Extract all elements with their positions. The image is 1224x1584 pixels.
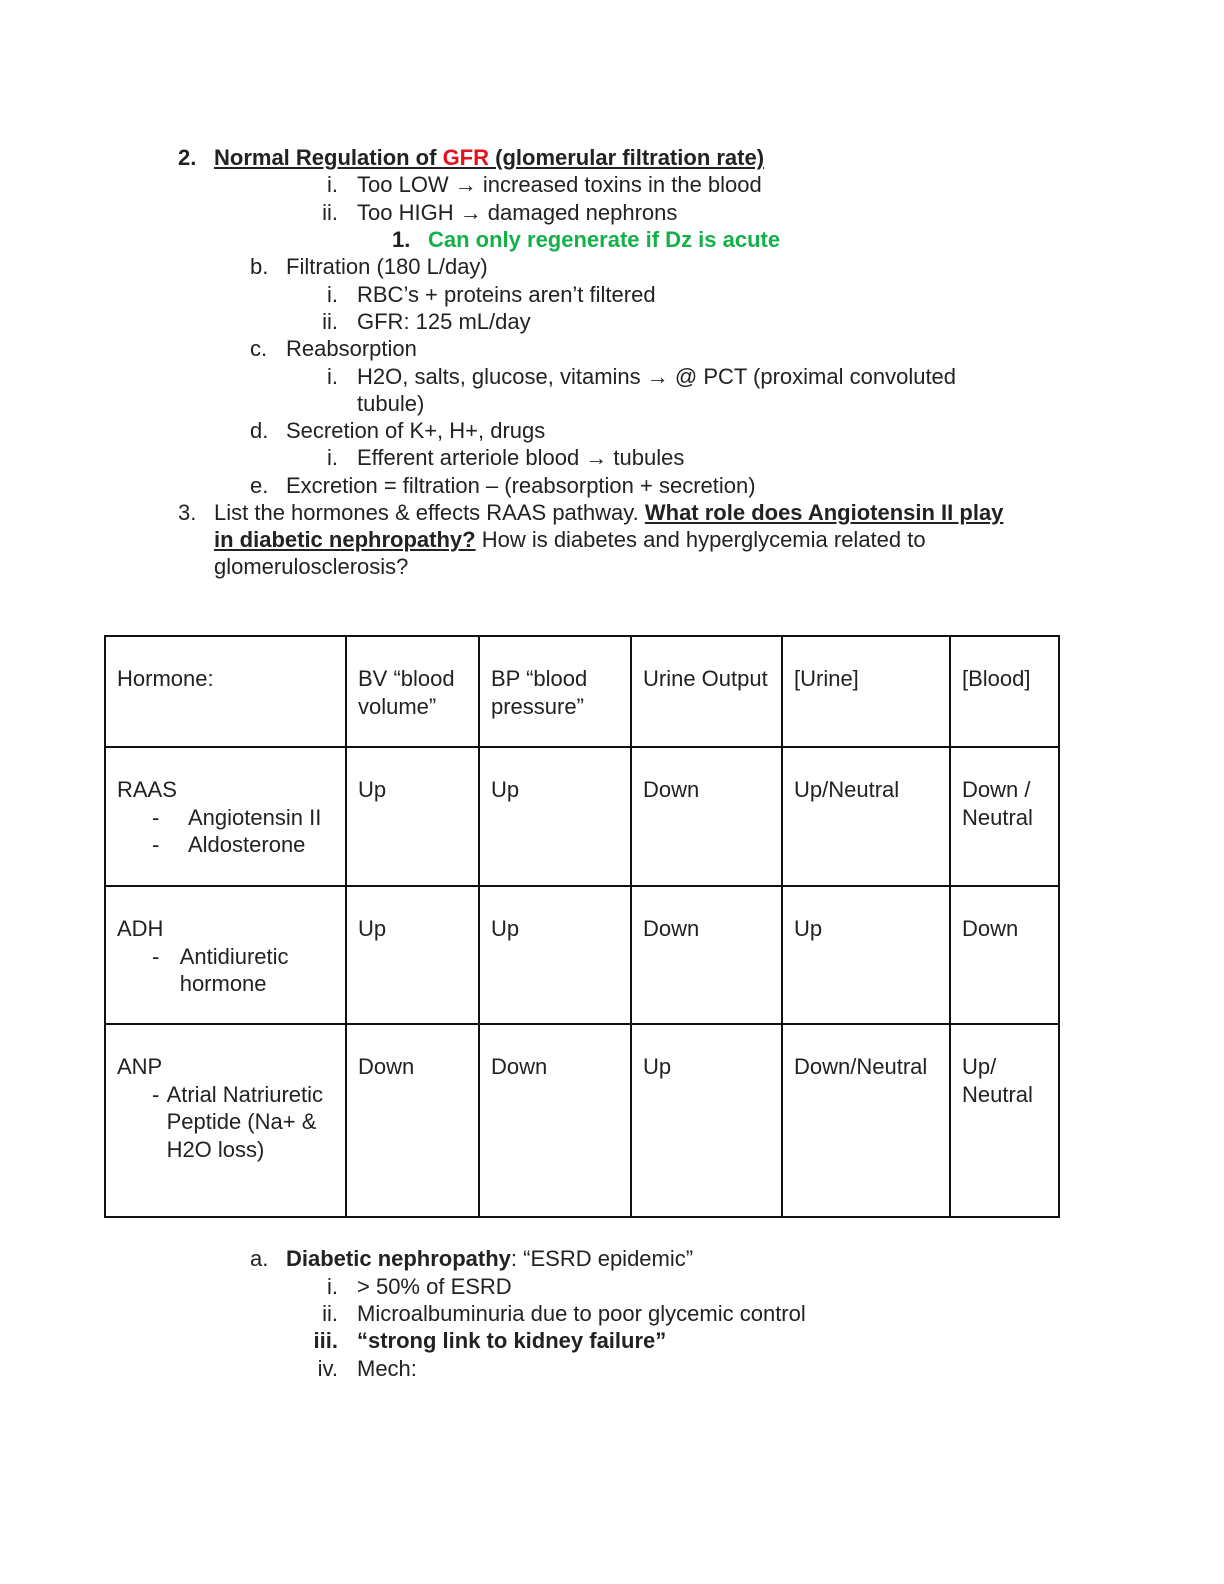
table-row [105, 886, 1059, 1024]
list-item: Microalbuminuria due to poor glycemic control [357, 1301, 806, 1326]
list-marker: i. [327, 172, 338, 197]
hormone-sub: Atrial Natriuretic Peptide (Na+ & H2O loss) [166, 1081, 324, 1162]
list-marker: a. [250, 1246, 269, 1271]
section-heading [214, 144, 764, 171]
list-marker: b. [250, 254, 269, 279]
list-item: Efferent arteriole blood → tubules [357, 445, 685, 470]
hormone-sub: Angiotensin II [188, 804, 322, 830]
question-text: glomerulosclerosis? [214, 554, 409, 579]
header-cell: BP “blood pressure” [479, 636, 631, 747]
list-item: > 50% of ESRD [357, 1274, 512, 1299]
question-bold: What role does Angiotensin II play [644, 500, 1004, 525]
table-cell: Down/Neutral [782, 1024, 950, 1217]
hormone-cell [105, 886, 346, 1024]
table-cell: Down [950, 886, 1059, 1024]
header-cell: Urine Output [631, 636, 782, 747]
item-bold: Diabetic nephropathy [286, 1246, 511, 1271]
table-cell: Up [479, 886, 631, 1024]
list-item: “strong link to kidney failure” [357, 1328, 667, 1353]
heading-text: Normal Regulation of [214, 145, 443, 170]
list-item: Secretion of K+, H+, drugs [286, 418, 546, 443]
header-cell: Hormone: [105, 636, 346, 747]
list-marker: d. [250, 418, 269, 443]
list-item: Filtration (180 L/day) [286, 254, 488, 279]
list-marker: i. [327, 445, 338, 470]
heading-text: (glomerular filtration rate) [489, 145, 765, 170]
table-cell: Down [479, 1024, 631, 1217]
table-row [105, 747, 1059, 886]
list-marker: e. [250, 473, 269, 498]
hormone-sub: Aldosterone [188, 832, 306, 857]
list-item: Mech: [357, 1356, 417, 1381]
list-item: H2O, salts, glucose, vitamins → @ PCT (proximal convoluted [357, 364, 957, 389]
list-marker: ii. [322, 200, 338, 225]
table-cell: Up [346, 747, 479, 886]
list-number: 3. [178, 500, 197, 525]
hormone-name: ANP [117, 1054, 163, 1079]
list-item: Too HIGH → damaged nephrons [357, 200, 678, 225]
table-cell: Down / Neutral [950, 747, 1059, 886]
list-marker: iii. [313, 1328, 338, 1353]
list-item: Reabsorption [286, 336, 417, 361]
table-row [105, 1024, 1059, 1217]
table-cell: Up [479, 747, 631, 886]
list-marker: i. [327, 1274, 338, 1299]
dash: - [152, 804, 160, 830]
table-cell: Up/ Neutral [950, 1024, 1059, 1217]
list-marker: i. [327, 282, 338, 307]
list-item: GFR: 125 mL/day [357, 309, 531, 334]
hormone-name: RAAS [117, 777, 177, 802]
list-item: Excretion = filtration – (reabsorption + secretion) [286, 473, 756, 498]
table-cell: Down [631, 886, 782, 1024]
list-number: 1. [392, 227, 411, 252]
dash: - [152, 832, 160, 857]
item-text: : “ESRD epidemic” [510, 1246, 694, 1271]
table-cell: Up [346, 886, 479, 1024]
table-header-row [105, 636, 1059, 747]
table-cell: Up/Neutral [782, 747, 950, 886]
highlight-note: Can only regenerate if Dz is acute [428, 227, 781, 252]
list-number: 2. [178, 145, 197, 170]
question-line [214, 499, 1003, 526]
question-text: List the hormones & effects RAAS pathway. [214, 500, 645, 525]
header-cell: BV “blood volume” [346, 636, 479, 747]
table-cell: Down [346, 1024, 479, 1217]
list-item-cont: tubule) [357, 391, 425, 416]
table-cell: Down [631, 747, 782, 886]
list-marker: iv. [317, 1356, 338, 1381]
hormone-sub: Antidiuretic hormone [179, 943, 289, 996]
list-item: RBC’s + proteins aren’t filtered [357, 282, 656, 307]
list-marker: c. [250, 336, 268, 361]
hormone-cell [105, 747, 346, 886]
heading-gfr: GFR [442, 145, 490, 170]
header-cell: [Urine] [782, 636, 950, 747]
dash: - [152, 943, 160, 969]
list-item [286, 1245, 693, 1272]
dash: - [152, 1081, 160, 1107]
list-item: Too LOW → increased toxins in the blood [357, 172, 762, 197]
header-cell: [Blood] [950, 636, 1059, 747]
question-bold: in diabetic nephropathy? [214, 527, 476, 552]
list-marker: i. [327, 364, 338, 389]
hormone-cell [105, 1024, 346, 1217]
table-cell: Up [631, 1024, 782, 1217]
table-cell: Up [782, 886, 950, 1024]
question-text: How is diabetes and hyperglycemia related to [475, 527, 926, 552]
question-line [214, 526, 926, 553]
hormone-table [104, 635, 1060, 1218]
list-marker: ii. [322, 1301, 338, 1326]
list-marker: ii. [322, 309, 338, 334]
hormone-name: ADH [117, 916, 164, 941]
